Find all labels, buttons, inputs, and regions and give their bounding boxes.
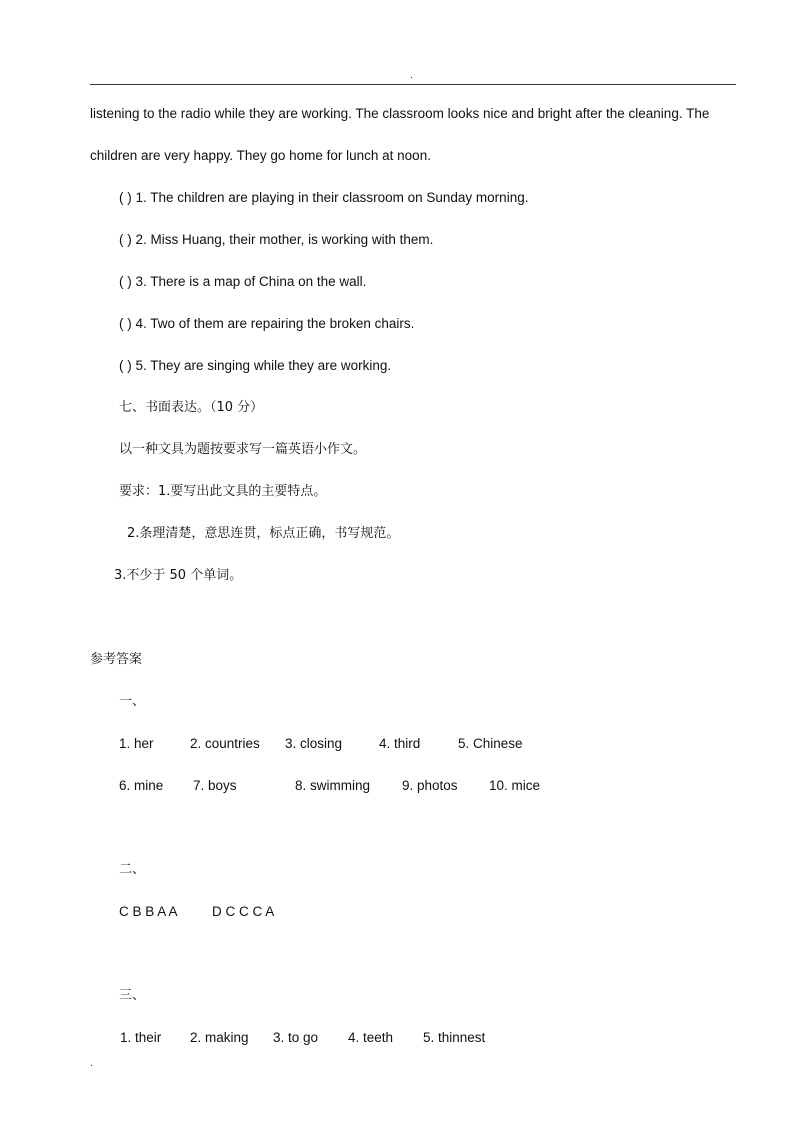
answer-item: 4. third [379, 736, 421, 751]
answers-title: 参考答案 [90, 652, 143, 667]
writing-requirement-3: 3.不少于 50 个单词。 [114, 568, 243, 583]
answer-item: 5. Chinese [458, 736, 523, 751]
answer-item: 1. her [119, 736, 154, 751]
writing-requirement-1: 要求：1.要写出此文具的主要特点。 [119, 484, 327, 499]
answers-section-3-label: 三、 [119, 988, 146, 1003]
answer-item: 4. teeth [348, 1030, 394, 1045]
question-2: ( ) 2. Miss Huang, their mother, is working with them. [119, 232, 434, 247]
writing-section-title: 七、书面表达。（10 分） [119, 400, 264, 415]
question-5: ( ) 5. They are singing while they are working. [119, 358, 392, 373]
answer-item: 3. to go [273, 1030, 319, 1045]
answers-section-1-label: 一、 [119, 694, 146, 709]
answer-item: 5. thinnest [423, 1030, 486, 1045]
answer-item: 10. mice [489, 778, 541, 793]
question-4: ( ) 4. Two of them are repairing the broken chairs. [119, 316, 415, 331]
writing-requirement-2: 2.条理清楚，意思连贯，标点正确，书写规范。 [127, 526, 400, 541]
answer-item: 7. boys [193, 778, 237, 793]
answers-section-2-label: 二、 [119, 862, 146, 877]
header-mark: . [410, 70, 413, 81]
header-rule [90, 84, 736, 85]
passage-line-1: listening to the radio while they are working. The classroom looks nice and bright after the cleaning. The [90, 106, 710, 121]
answer-item: 2. making [190, 1030, 249, 1045]
answer-item: 8. swimming [295, 778, 371, 793]
passage-line-2: children are very happy. They go home for lunch at noon. [90, 148, 431, 163]
answer-item: 3. closing [285, 736, 343, 751]
answer-item: 6. mine [119, 778, 164, 793]
footer-mark: . [90, 1058, 93, 1069]
answer-item: 2. countries [190, 736, 260, 751]
writing-instruction: 以一种文具为题按要求写一篇英语小作文。 [119, 442, 367, 457]
question-3: ( ) 3. There is a map of China on the wall. [119, 274, 367, 289]
question-1: ( ) 1. The children are playing in their classroom on Sunday morning. [119, 190, 529, 205]
answer-group: D C C C A [212, 904, 275, 919]
answer-group: C B B A A [119, 904, 178, 919]
answer-item: 1. their [120, 1030, 162, 1045]
answer-item: 9. photos [402, 778, 458, 793]
